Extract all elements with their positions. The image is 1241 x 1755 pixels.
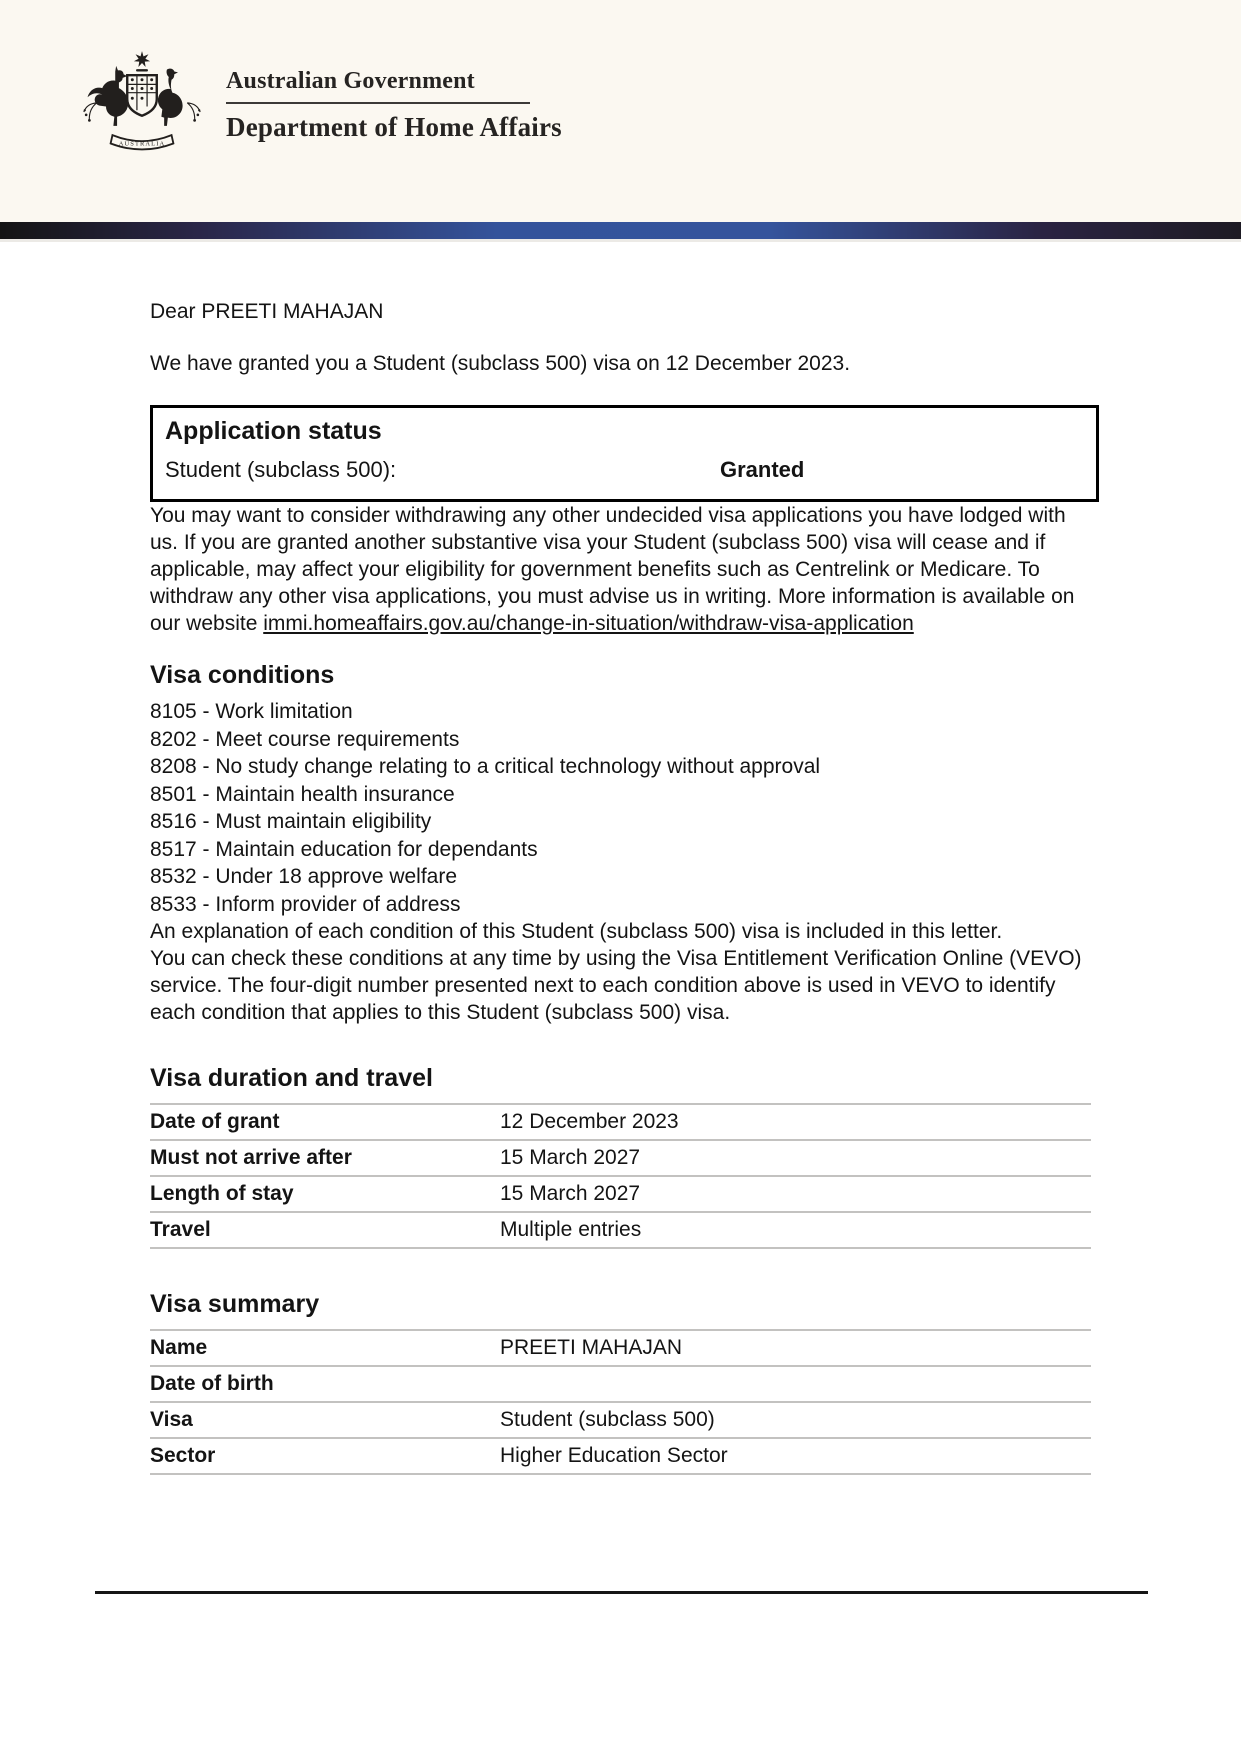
row-label: Date of grant	[150, 1110, 280, 1133]
status-value: Granted	[720, 457, 805, 482]
withdraw-paragraph	[150, 502, 1095, 637]
row-label: Must not arrive after	[150, 1146, 352, 1169]
logo-org-name: Australian Government	[226, 68, 475, 94]
visa-condition-item: 8202 - Meet course requirements	[150, 727, 460, 751]
row-value	[500, 1366, 1091, 1402]
coat-of-arms-banner-text: AUSTRALIA	[118, 140, 166, 148]
header-gradient-bar	[0, 222, 1241, 242]
visa-condition-item: 8517 - Maintain education for dependants	[150, 837, 538, 861]
row-value: 15 March 2027	[500, 1146, 641, 1169]
logo-text	[226, 68, 562, 143]
table-row	[150, 1330, 1091, 1366]
visa-duration-title: Visa duration and travel	[150, 1064, 433, 1092]
row-value: Multiple entries	[500, 1218, 642, 1241]
table-row	[150, 1176, 1091, 1212]
footer-rule	[95, 1591, 1148, 1594]
row-label: Visa	[150, 1408, 193, 1431]
visa-condition-item: 8501 - Maintain health insurance	[150, 782, 455, 806]
visa-conditions-title: Visa conditions	[150, 661, 335, 689]
table-row	[150, 1212, 1091, 1248]
application-status-box	[150, 405, 1099, 502]
visa-conditions-list	[150, 698, 1095, 918]
salutation: Dear PREETI MAHAJAN	[150, 300, 384, 323]
withdraw-link[interactable]: immi.homeaffairs.gov.au/change-in-situation/withdraw-visa-application	[263, 612, 914, 635]
row-label: Travel	[150, 1218, 211, 1241]
table-row	[150, 1366, 1091, 1402]
row-label: Date of birth	[150, 1372, 274, 1395]
row-value: 15 March 2027	[500, 1182, 641, 1205]
logo-dept-name: Department of Home Affairs	[226, 112, 562, 142]
visa-condition-item: 8208 - No study change relating to a critical technology without approval	[150, 755, 821, 778]
row-value: Higher Education Sector	[500, 1444, 728, 1467]
coat-of-arms-icon	[82, 44, 202, 158]
visa-summary-table	[150, 1329, 1091, 1475]
visa-condition-item: 8105 - Work limitation	[150, 700, 353, 723]
visa-duration-table	[150, 1103, 1091, 1249]
grant-intro: We have granted you a Student (subclass 500) visa on 12 December 2023.	[150, 352, 851, 375]
explanation-paragraph: An explanation of each condition of this Student (subclass 500) visa is included in this letter.	[150, 920, 1003, 943]
table-row	[150, 1438, 1091, 1474]
row-value: PREETI MAHAJAN	[500, 1336, 683, 1359]
australian-government-logo	[0, 0, 1241, 158]
application-status-row	[165, 456, 1084, 484]
visa-condition-item: 8516 - Must maintain eligibility	[150, 810, 432, 833]
table-row	[150, 1140, 1091, 1176]
visa-condition-item: 8533 - Inform provider of address	[150, 892, 461, 916]
application-status-title: Application status	[165, 417, 382, 445]
vevo-paragraph: You can check these conditions at any time by using the Visa Entitlement Verification Online (VEVO) service. The four-digit number presented next to each condition above is used in VEVO to identify each condition that applies to this Student (subclass 500) visa.	[150, 947, 1082, 1024]
table-row	[150, 1104, 1091, 1140]
row-value: 12 December 2023	[500, 1110, 679, 1133]
status-label: Student (subclass 500):	[165, 457, 397, 482]
letterhead	[0, 0, 1241, 222]
row-label: Name	[150, 1336, 208, 1359]
visa-condition-item: 8532 - Under 18 approve welfare	[150, 865, 458, 888]
letter-body	[0, 242, 1241, 1475]
visa-summary-title: Visa summary	[150, 1290, 320, 1318]
row-label: Length of stay	[150, 1182, 294, 1205]
withdraw-text: You may want to consider withdrawing any other undecided visa applications you have lodged with us. If you are granted another substantive visa your Student (subclass 500) visa will cease and if applicable, may affect your eligibility for government benefits such as Centrelink or Medicare. To withdraw any other visa applications, you must advise us in writing. More information is available on our website	[150, 504, 1075, 635]
row-value: Student (subclass 500)	[500, 1408, 715, 1431]
table-row	[150, 1402, 1091, 1438]
row-label: Sector	[150, 1444, 216, 1467]
